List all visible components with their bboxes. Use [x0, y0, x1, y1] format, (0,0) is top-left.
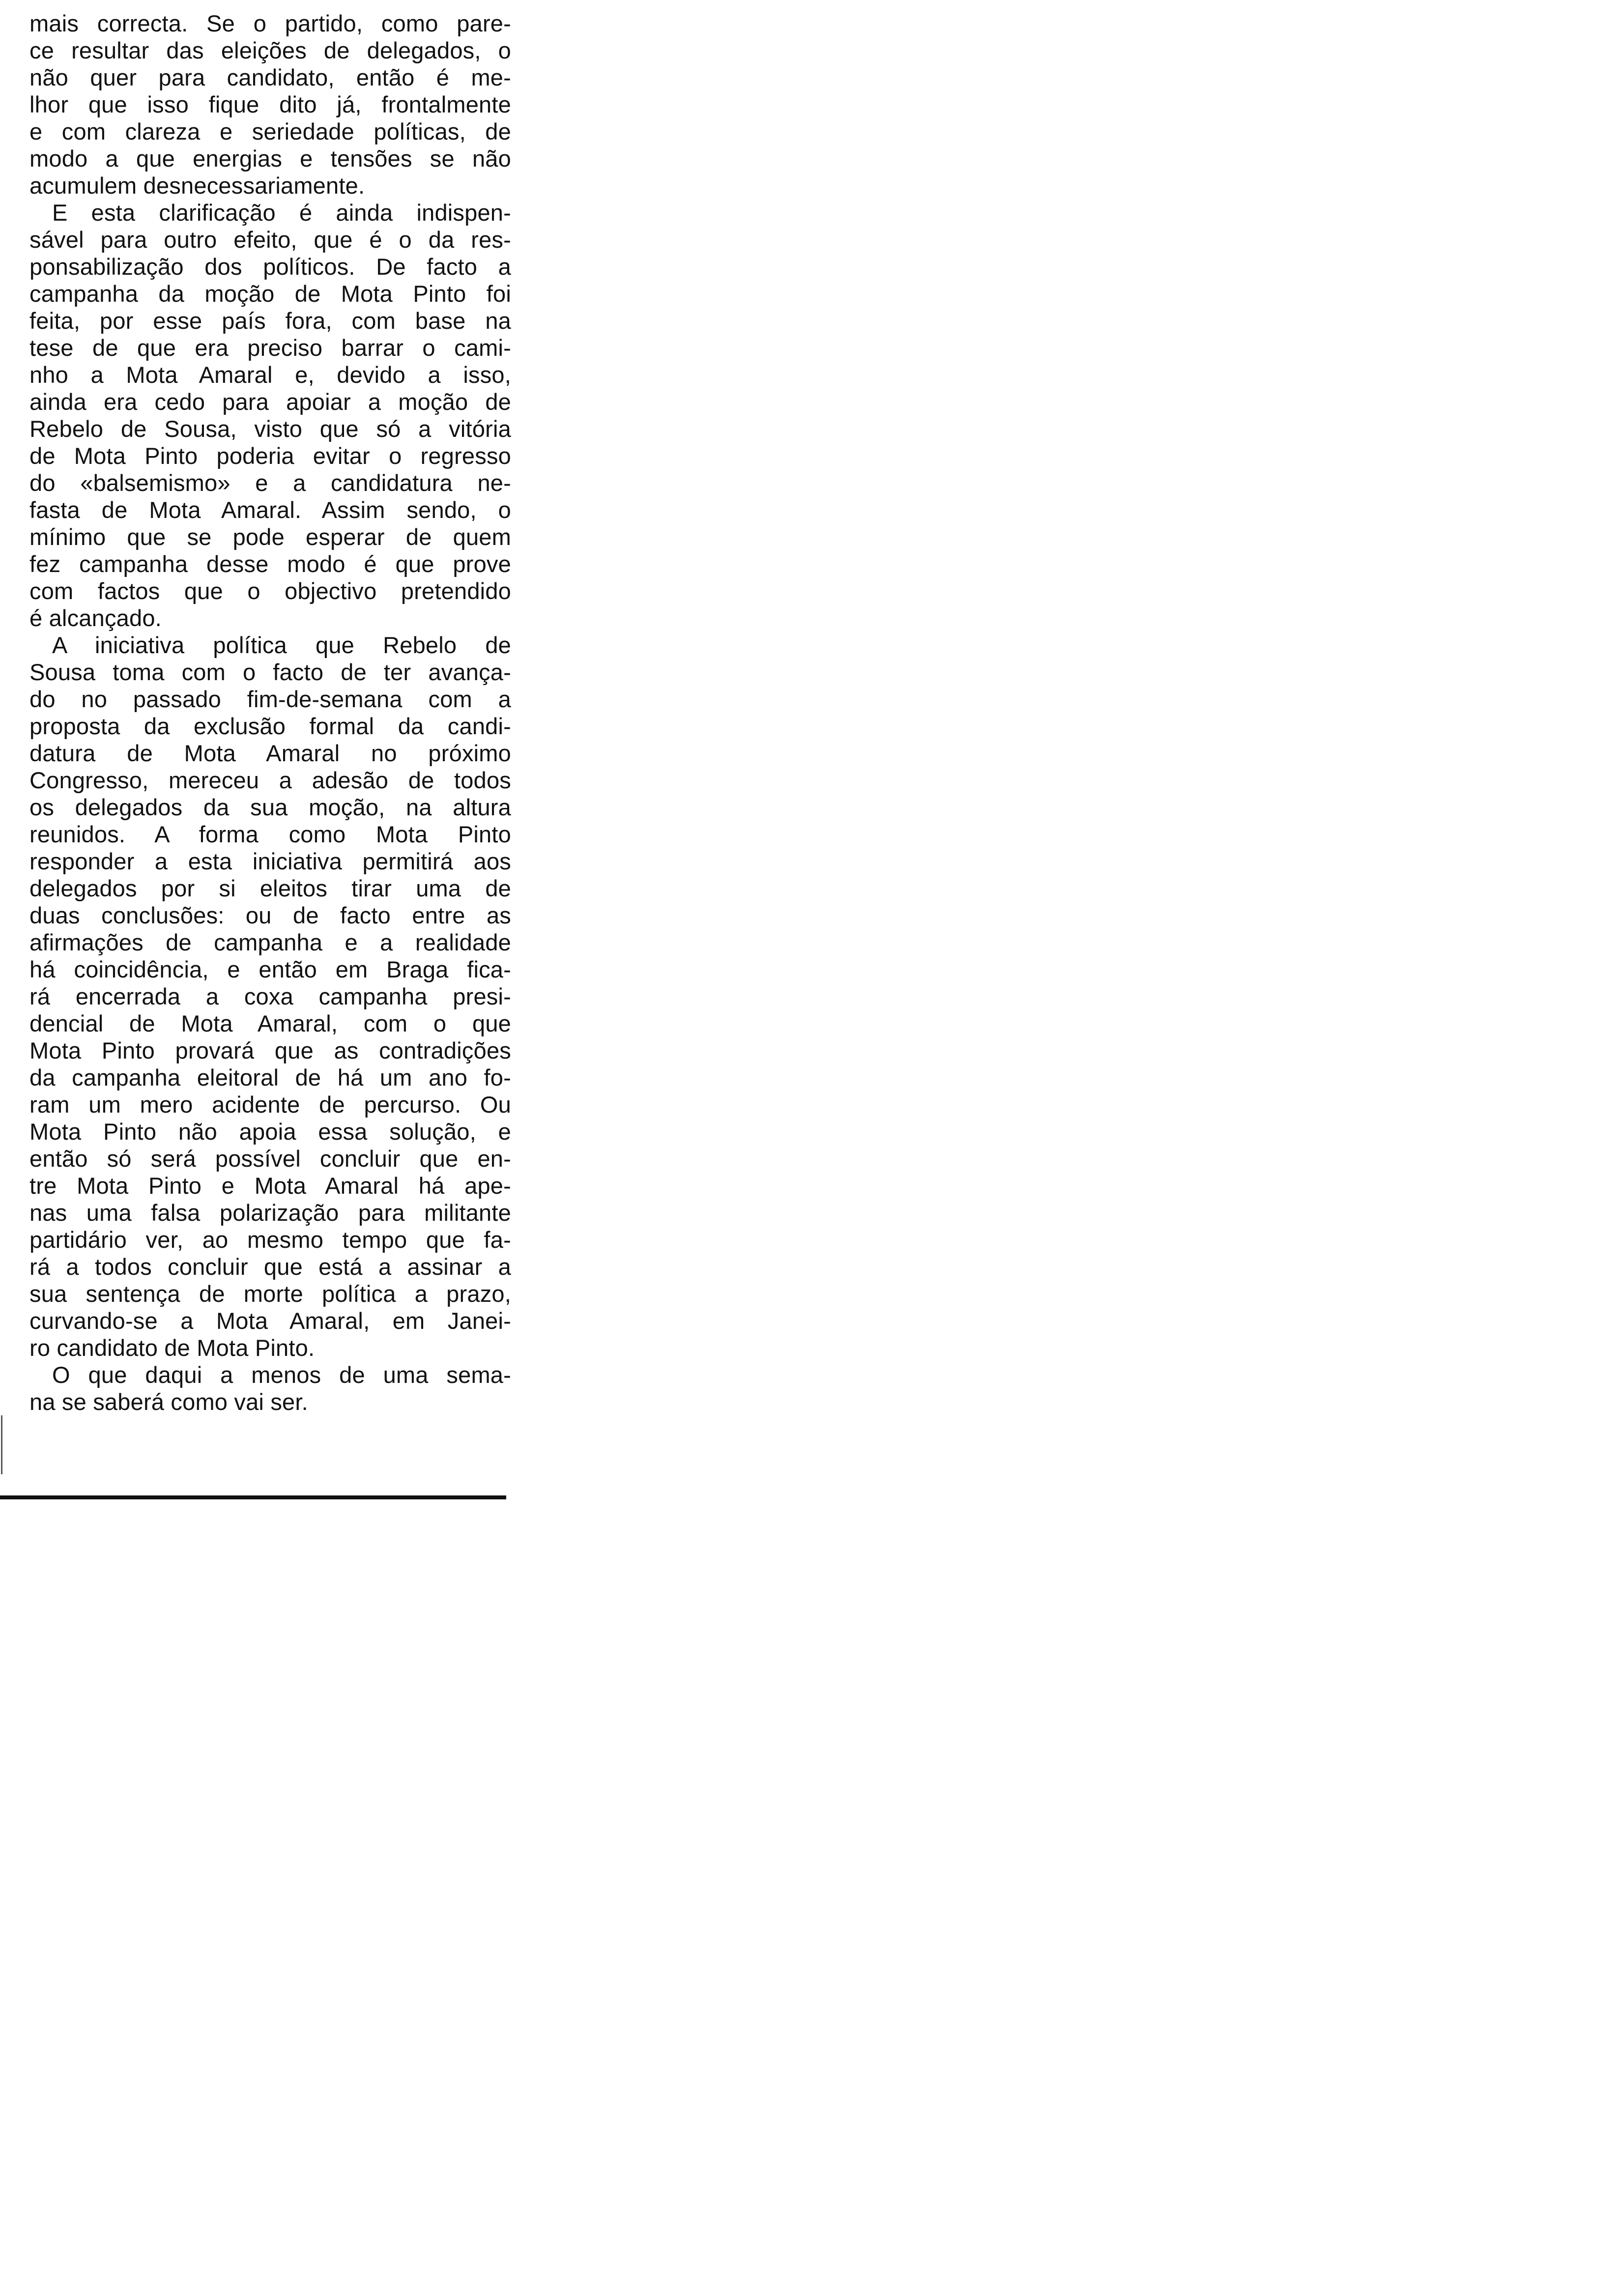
- text-line: A iniciativa política que Rebelo de: [52, 632, 511, 658]
- article-end-rule: [0, 1495, 506, 1499]
- margin-mark: [1, 1415, 2, 1474]
- paragraph-3: [29, 631, 511, 1361]
- text-line: Mota Pinto provará que as contradições: [29, 1037, 511, 1063]
- text-line: Rebelo de Sousa, visto que só a vitória: [29, 416, 511, 442]
- text-line: delegados por si eleitos tirar uma de: [29, 875, 511, 901]
- text-line: é alcançado.: [29, 605, 162, 631]
- text-line: rá a todos concluir que está a assinar a: [29, 1254, 511, 1280]
- text-line: ce resultar das eleições de delegados, o: [29, 37, 511, 63]
- text-line: curvando-se a Mota Amaral, em Janei-: [29, 1308, 511, 1334]
- text-line: datura de Mota Amaral no próximo: [29, 740, 511, 766]
- text-line: mínimo que se pode esperar de quem: [29, 524, 511, 550]
- text-line: sável para outro efeito, que é o da res-: [29, 227, 511, 253]
- paragraph-4: [29, 1361, 511, 1415]
- text-line: ponsabilização dos políticos. De facto a: [29, 254, 511, 280]
- text-line: O que daqui a menos de uma sema-: [52, 1362, 511, 1388]
- text-line: os delegados da sua moção, na altura: [29, 794, 511, 820]
- text-line: e com clareza e seriedade políticas, de: [29, 118, 511, 144]
- text-line: feita, por esse país fora, com base na: [29, 308, 511, 334]
- text-line: tese de que era preciso barrar o cami-: [29, 335, 511, 361]
- text-line: Congresso, mereceu a adesão de todos: [29, 767, 511, 793]
- text-line: tre Mota Pinto e Mota Amaral há ape-: [29, 1173, 511, 1199]
- text-line: sua sentença de morte política a prazo,: [29, 1281, 511, 1307]
- text-line: ro candidato de Mota Pinto.: [29, 1335, 315, 1361]
- text-line: então só será possível concluir que en-: [29, 1146, 511, 1172]
- text-line: ram um mero acidente de percurso. Ou: [29, 1091, 511, 1118]
- paragraph-2: [29, 199, 511, 631]
- text-line: da campanha eleitoral de há um ano fo-: [29, 1064, 511, 1091]
- article-column: [29, 10, 511, 1415]
- paragraph-1: [29, 10, 511, 199]
- text-line: não quer para candidato, então é me-: [29, 64, 511, 90]
- text-line: do «balsemismo» e a candidatura ne-: [29, 470, 511, 496]
- text-line: lhor que isso fique dito já, frontalmente: [29, 91, 511, 117]
- text-line: rá encerrada a coxa campanha presi-: [29, 983, 511, 1009]
- text-line: proposta da exclusão formal da candi-: [29, 713, 511, 739]
- text-line: nho a Mota Amaral e, devido a isso,: [29, 362, 511, 388]
- text-line: duas conclusões: ou de facto entre as: [29, 902, 511, 928]
- text-line: partidário ver, ao mesmo tempo que fa-: [29, 1227, 511, 1253]
- text-line: modo a que energias e tensões se não: [29, 145, 511, 172]
- text-line: afirmações de campanha e a realidade: [29, 929, 511, 955]
- text-line: campanha da moção de Mota Pinto foi: [29, 281, 511, 307]
- text-line: fasta de Mota Amaral. Assim sendo, o: [29, 497, 511, 523]
- text-line: com factos que o objectivo pretendido: [29, 578, 511, 604]
- text-line: nas uma falsa polarização para militante: [29, 1200, 511, 1226]
- text-line: dencial de Mota Amaral, com o que: [29, 1010, 511, 1036]
- text-line: do no passado fim-de-semana com a: [29, 686, 511, 712]
- text-line: ainda era cedo para apoiar a moção de: [29, 389, 511, 415]
- text-line: Mota Pinto não apoia essa solução, e: [29, 1119, 511, 1145]
- text-line: há coincidência, e então em Braga fica-: [29, 956, 511, 982]
- text-line: de Mota Pinto poderia evitar o regresso: [29, 443, 511, 469]
- text-line: mais correcta. Se o partido, como pare-: [29, 10, 511, 36]
- text-line: responder a esta iniciativa permitirá aos: [29, 848, 511, 874]
- text-line: Sousa toma com o facto de ter avança-: [29, 659, 511, 685]
- text-line: E esta clarificação é ainda indispen-: [52, 200, 511, 226]
- text-line: acumulem desnecessariamente.: [29, 172, 365, 199]
- text-line: reunidos. A forma como Mota Pinto: [29, 821, 511, 847]
- text-line: na se saberá como vai ser.: [29, 1389, 308, 1415]
- text-line: fez campanha desse modo é que prove: [29, 551, 511, 577]
